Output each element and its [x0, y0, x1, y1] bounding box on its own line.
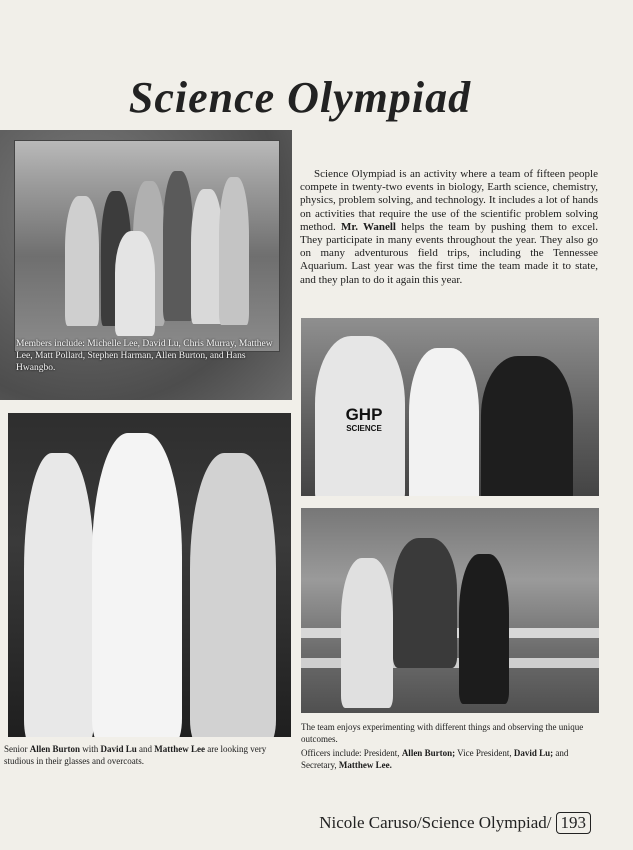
officers-caption-name-2: David Lu; [513, 748, 554, 758]
shirt-text-ghp: GHP [345, 405, 383, 424]
officers-caption-name-1: Allen Burton; [401, 748, 456, 758]
article-body [300, 168, 598, 287]
lab-caption-text-3: and [136, 744, 155, 754]
officers-caption-text-2: Vice President, [455, 748, 514, 758]
page-number: 193 [556, 812, 592, 834]
page-title: Science Olympiad [128, 73, 472, 122]
lab-caption-name-3: Matthew Lee [154, 744, 206, 754]
body-part-2: helps the team by pushing them to excel. They participate in many events throughout the year. They also go on many adventurous field trips, including the Tennessee Aquarium. Last year was the first time the team made it to state, and they plan to do it again this year. [300, 220, 598, 286]
lab-caption-name-1: Allen Burton [29, 744, 81, 754]
lab-coat-photo [8, 413, 291, 737]
team-caption: The team enjoys experimenting with different things and observing the unique outcomes. [301, 722, 584, 744]
body-part-1: Science Olympiad is an activity where a team of fifteen people compete in twenty-two events in biology, Earth science, chemistry, physics, problem solving, and technology. It includes a lot of hands on activities that require the use of the scientific problem solving method. [300, 168, 598, 233]
officers-photo [301, 508, 599, 713]
officers-caption-text-1: Officers include: President, [301, 748, 402, 758]
lab-caption-name-2: David Lu [100, 744, 137, 754]
body-bold-name: Mr. Wanell [340, 220, 396, 233]
trio-photo [301, 318, 599, 496]
lab-caption-text-2: with [80, 744, 101, 754]
footer-credit: Nicole Caruso/Science Olympiad/ [319, 813, 552, 832]
group-photo-image [14, 140, 280, 352]
officers-caption-name-3: Matthew Lee. [338, 759, 392, 770]
group-photo-caption: Members include: Michelle Lee, David Lu, Chris Murray, Matthew Lee, Matt Pollard, Stephen Harman, Allen Burton, and Hans Hwangbo. [16, 339, 273, 373]
lab-caption-text-4: are looking very studious in their glasses and overcoats. [4, 744, 267, 766]
shirt-text-science: SCIENCE [346, 424, 382, 433]
lab-photo-caption [4, 744, 294, 767]
officers-caption-text-3: and Secretary, [301, 748, 569, 770]
page-footer [319, 812, 591, 834]
officers-caption [301, 748, 601, 771]
lab-caption-text-1: Senior [4, 744, 30, 754]
